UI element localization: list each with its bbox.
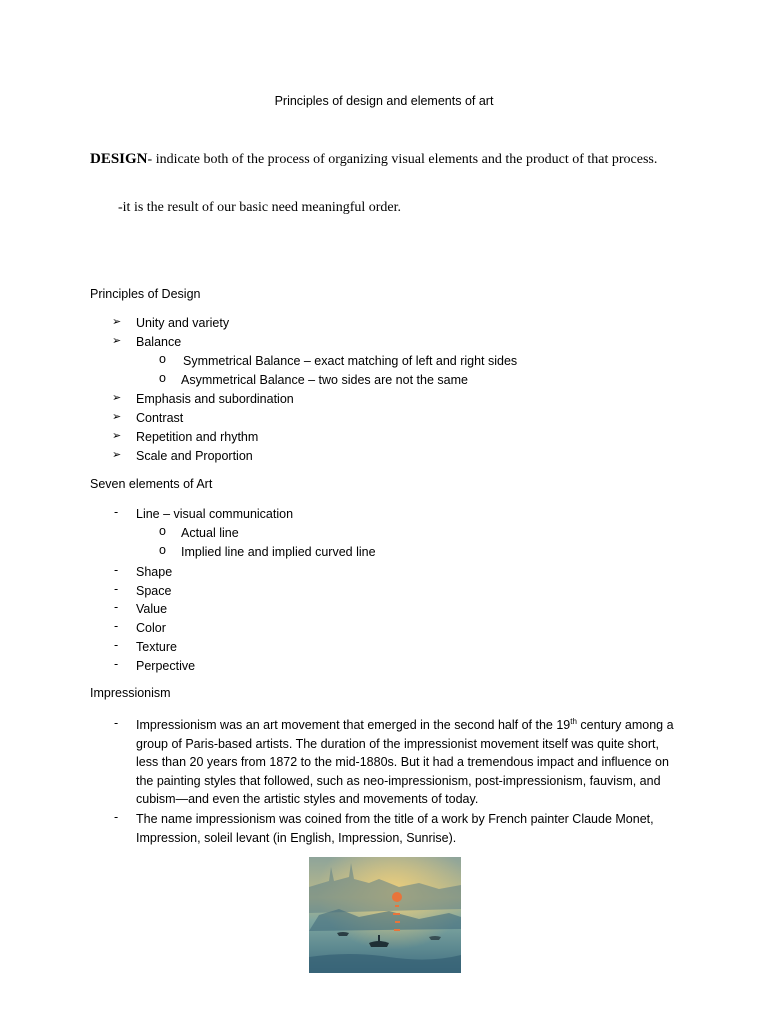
impressionism-heading: Impressionism [90,686,171,700]
impressionism-paragraph-2: The name impressionism was coined from the title of a work by French painter Claude Monet, Impression, soleil levant (in English, Impression, Sunrise). [136,812,654,845]
element-item: Perpective [136,659,196,673]
dash-bullet: - [114,638,119,652]
dash-bullet: - [114,600,119,614]
dash-bullet: - [114,716,119,730]
principle-item: Scale and Proportion [136,449,253,463]
element-item: Value [136,602,168,616]
principle-item: Emphasis and subordination [136,392,294,406]
dash-bullet: - [114,505,119,519]
dash-bullet: - [114,810,119,824]
arrow-bullet-icon: ➢ [112,316,122,328]
arrow-bullet-icon: ➢ [112,411,122,423]
design-definition [90,150,678,169]
principle-subitem: Asymmetrical Balance – two sides are not the same [181,373,468,387]
principle-subitem: Symmetrical Balance – exact matching of left and right sides [183,354,518,368]
dash-bullet: - [114,619,119,633]
dash-bullet: - [114,657,119,671]
impressionism-paragraph-1 [136,716,676,809]
element-item: Texture [136,640,177,654]
dash-bullet: - [114,563,119,577]
element-subitem: Implied line and implied curved line [181,545,376,559]
ordinal-suffix: th [570,716,577,726]
element-item: Line – visual communication [136,507,294,521]
page-title: Principles of design and elements of art [274,94,494,108]
principle-item: Balance [136,335,182,349]
principle-item: Repetition and rhythm [136,430,259,444]
principle-item: Contrast [136,411,184,425]
element-item: Space [136,584,172,598]
circle-bullet-icon: o [159,352,166,366]
principle-item: Unity and variety [136,316,230,330]
arrow-bullet-icon: ➢ [112,430,122,442]
elements-heading: Seven elements of Art [90,477,213,491]
circle-bullet-icon: o [159,371,166,385]
definition-term: DESIGN [90,151,148,167]
definition-text: - indicate both of the process of organizing visual elements and the product of that process. [147,152,658,167]
element-item: Shape [136,565,173,579]
dash-bullet: - [114,582,119,596]
paragraph-text: century among a group of Paris-based artists. The duration of the impressionist movement itself was quite short, less than 20 years from 1872 to the mid-1880s. But it had a tremendous impact and influence on the painting styles that followed, such as neo-impressionism, post-impressionism, fauvism, and cubism—and even the artistic styles and movements of today. [136,718,674,806]
principles-heading: Principles of Design [90,287,201,301]
circle-bullet-icon: o [159,524,166,538]
arrow-bullet-icon: ➢ [112,335,122,347]
definition-subline: -it is the result of our basic need meaningful order. [118,200,402,215]
impression-sunrise-painting [309,857,461,973]
circle-bullet-icon: o [159,543,166,557]
element-subitem: Actual line [181,526,239,540]
element-item: Color [136,621,166,635]
paragraph-text: Impressionism was an art movement that emerged in the second half of the 19 [136,718,571,732]
arrow-bullet-icon: ➢ [112,449,122,461]
arrow-bullet-icon: ➢ [112,392,122,404]
